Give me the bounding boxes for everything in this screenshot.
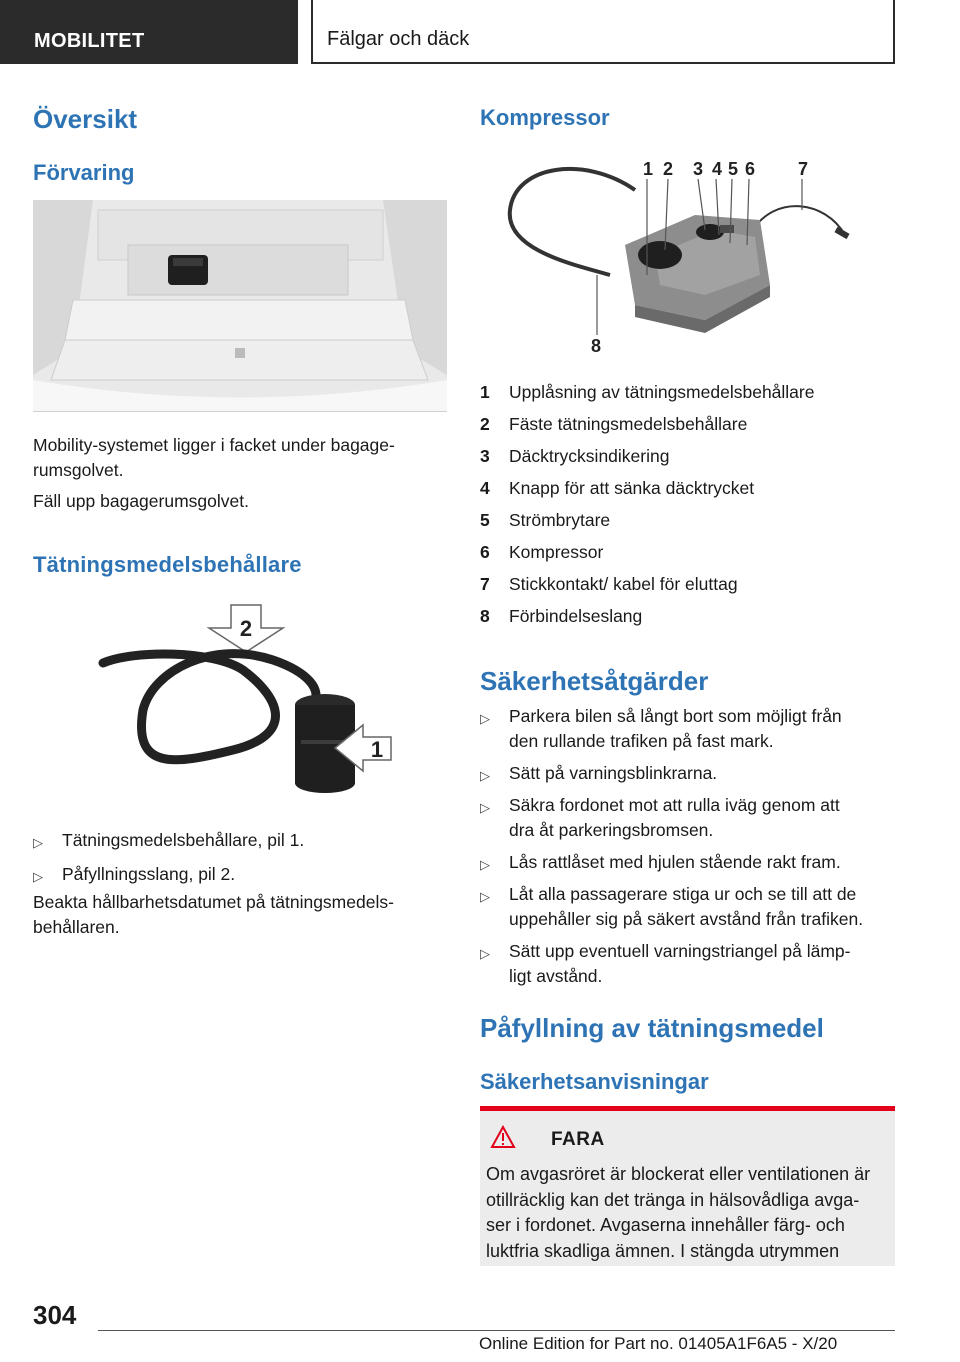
compressor-parts-list (480, 376, 895, 632)
callout-7: 7 (798, 159, 809, 179)
callout-8: 8 (591, 336, 602, 355)
triangle-bullet-icon: ▷ (33, 835, 43, 850)
callout-4: 4 (712, 159, 723, 179)
chapter-title: Fälgar och däck (311, 0, 895, 64)
sealant-note: Beakta hållbarhetsdatumet på tätningsmedels- behållaren. (33, 892, 394, 937)
triangle-bullet-icon: ▷ (480, 857, 490, 872)
list-item: ▷ Tätningsmedelsbehållare, pil 1. (33, 828, 447, 853)
compressor-heading: Kompressor (480, 105, 610, 130)
warning-triangle-icon (490, 1125, 516, 1149)
list-item: 8 Förbindelseslang (480, 606, 643, 626)
list-item: 5 Strömbrytare (480, 510, 611, 530)
list-item: 6 Kompressor (480, 542, 604, 562)
overview-heading: Översikt (33, 104, 138, 134)
storage-instruction: Fäll upp bagagerumsgolvet. (33, 491, 249, 511)
list-item: ▷ Sätt på varningsblinkrarna. (480, 761, 895, 786)
list-item: 1 Upplåsning av tätningsmedelsbehållare (480, 382, 815, 402)
sealant-bullet-list (33, 828, 447, 887)
list-item: ▷ Parkera bilen så långt bort som möjligt från den rullande trafiken på fast mark. (480, 706, 842, 751)
list-item: 2 Fäste tätningsmedelsbehållare (480, 414, 748, 434)
page-number: 304 (33, 1300, 77, 1330)
warning-title: FARA (480, 1111, 895, 1151)
safety-heading: Säkerhetsåtgärder (480, 666, 709, 696)
edition-label: Online Edition for Part no. 01405A1F6A5 - X/20 (479, 1334, 838, 1353)
storage-text-line: rumsgolvet. (33, 460, 124, 480)
compressor-illustration (505, 155, 855, 355)
list-item: ▷ Påfyllningsslang, pil 2. (33, 862, 447, 887)
callout-6: 6 (745, 159, 756, 179)
list-item: 3 Däcktrycksindikering (480, 446, 670, 466)
list-item: 7 Stickkontakt/ kabel för eluttag (480, 574, 738, 594)
callout-2: 2 (663, 159, 674, 179)
page-header (0, 0, 960, 66)
footer-divider (98, 1330, 895, 1331)
sealant-heading: Tätningsmedelsbehållare (33, 552, 302, 577)
triangle-bullet-icon: ▷ (480, 800, 490, 815)
list-item: ▷ Låt alla passagerare stiga ur och se till att de uppehåller sig på säkert avstånd från trafiken. (480, 884, 864, 929)
callout-3: 3 (693, 159, 704, 179)
safety-notes-heading: Säkerhetsanvisningar (480, 1069, 709, 1094)
section-tab: MOBILITET (0, 0, 298, 64)
triangle-bullet-icon: ▷ (33, 869, 43, 884)
triangle-bullet-icon: ▷ (480, 889, 490, 904)
storage-text-line: Mobility-systemet ligger i facket under bagage- (33, 435, 395, 455)
filling-heading: Påfyllning av tätningsmedel (480, 1013, 824, 1043)
trunk-photo (33, 200, 447, 412)
storage-heading: Förvaring (33, 160, 135, 185)
storage-description (33, 433, 447, 483)
callout-1: 1 (370, 737, 384, 762)
callout-2: 2 (239, 616, 253, 641)
warning-text: Om avgasröret är blockerat eller ventilationen är otillräcklig kan det tränga in hälsovådliga avga- ser i fordonet. Avgaserna innehåller färg- och luktfria skadliga ämnen. I stängda utrymmen (486, 1164, 871, 1261)
triangle-bullet-icon: ▷ (480, 946, 490, 961)
callout-1: 1 (643, 159, 654, 179)
list-item: 4 Knapp för att sänka däcktrycket (480, 478, 755, 498)
callout-5: 5 (728, 159, 739, 179)
triangle-bullet-icon: ▷ (480, 768, 490, 783)
danger-warning-box (480, 1106, 895, 1266)
safety-bullet-list (480, 704, 895, 989)
sealant-container-illustration (93, 600, 393, 815)
list-item: ▷ Säkra fordonet mot att rulla iväg genom att dra åt parkeringsbromsen. (480, 795, 840, 840)
list-item: ▷ Sätt upp eventuell varningstriangel på lämp- ligt avstånd. (480, 941, 851, 986)
list-item: ▷ Lås rattlåset med hjulen stående rakt fram. (480, 850, 895, 875)
triangle-bullet-icon: ▷ (480, 711, 490, 726)
